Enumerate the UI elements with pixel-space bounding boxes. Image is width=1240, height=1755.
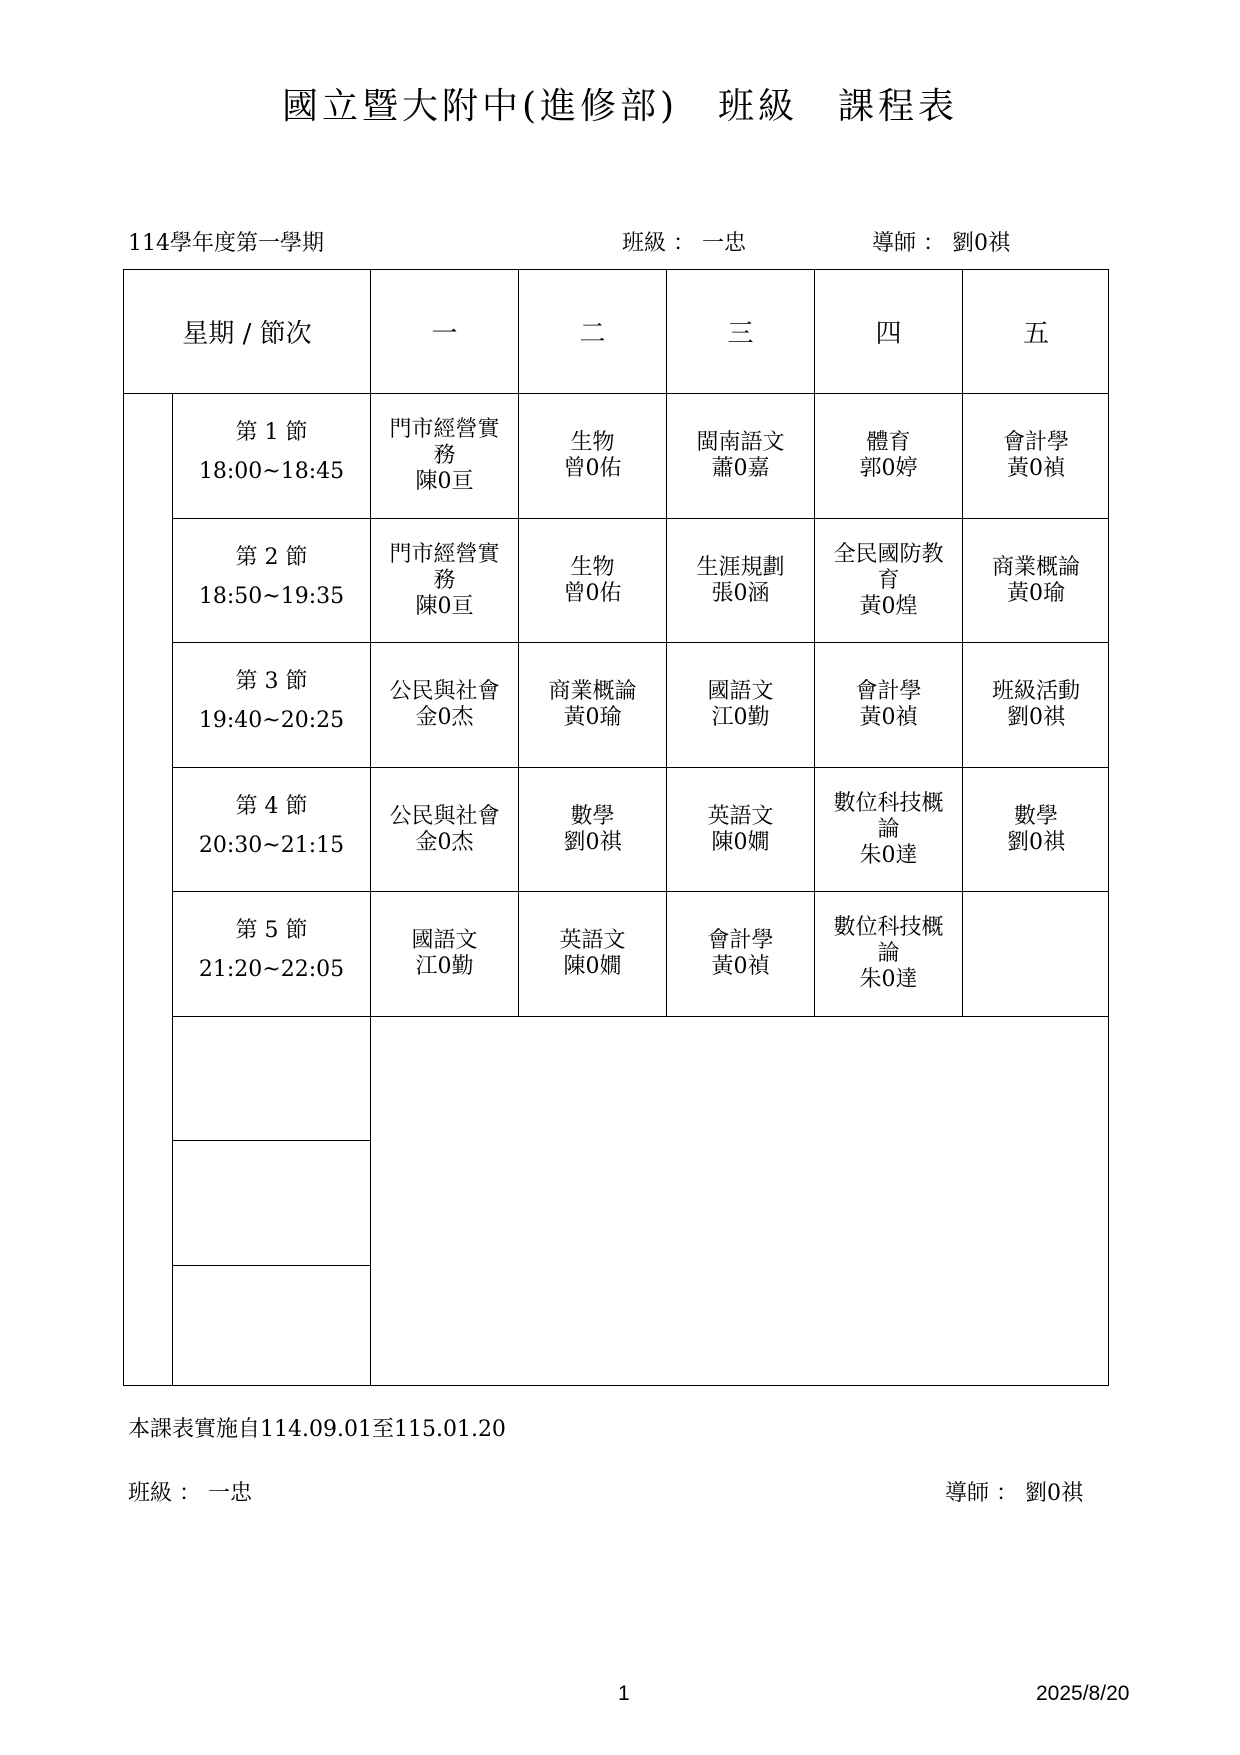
class-cell (519, 767, 666, 892)
subject-name: 英語文 (707, 803, 774, 829)
class-cell (371, 767, 518, 892)
footer-class-label: 班級 ： 一忠 (128, 1481, 252, 1506)
class-cell (371, 642, 518, 767)
class-cell (371, 518, 518, 643)
class-cell (667, 767, 814, 892)
teacher-name: 曾0佑 (563, 455, 622, 481)
subject-name: 商業概論 (991, 554, 1080, 580)
period-time: 21:20~22:05 (198, 957, 345, 982)
class-cell (815, 393, 962, 518)
teacher-name: 陳0嫺 (563, 953, 622, 979)
subject-name: 國語文 (707, 678, 774, 704)
class-cell (667, 393, 814, 518)
class-cell (519, 518, 666, 643)
teacher-name: 劉0祺 (563, 829, 622, 855)
teacher-name: 黃0瑜 (563, 704, 622, 730)
tutor-label: 導師 ： 劉0祺 (872, 231, 1010, 256)
subject-name: 商業概論 (548, 678, 637, 704)
teacher-name: 陳0亘 (415, 593, 474, 619)
subject-name: 數學 (570, 803, 615, 829)
subject-name: 數學 (1013, 803, 1058, 829)
teacher-name: 金0杰 (415, 704, 474, 730)
grid-line (172, 1140, 370, 1141)
class-cell (667, 518, 814, 643)
teacher-name: 曾0佑 (563, 580, 622, 606)
subject-name: 生物 (570, 429, 615, 455)
subject-name: 務 (433, 442, 456, 468)
class-cell (815, 767, 962, 892)
class-cell (371, 393, 518, 518)
corner-header: 星期 / 節次 (182, 319, 312, 349)
class-cell (963, 518, 1109, 643)
grid-line (172, 1016, 1109, 1017)
implementation-note: 本課表實施自114.09.01至115.01.20 (128, 1417, 506, 1442)
subject-name: 會計學 (855, 678, 922, 704)
period-cell (173, 767, 370, 891)
footer-tutor-label: 導師 ： 劉0祺 (945, 1481, 1083, 1506)
subject-name: 務 (433, 567, 456, 593)
subject-name: 數位科技概 (833, 914, 944, 940)
teacher-name: 劉0祺 (1007, 704, 1065, 730)
period-cell (173, 518, 370, 642)
teacher-name: 黃0禎 (711, 953, 770, 979)
teacher-name: 張0涵 (711, 580, 770, 606)
subject-name: 生物 (570, 554, 615, 580)
subject-name: 生涯規劃 (696, 554, 785, 580)
day-header-fri: 五 (1022, 319, 1049, 349)
class-cell (815, 891, 962, 1016)
class-cell (815, 518, 962, 643)
teacher-name: 郭0婷 (859, 455, 918, 481)
class-cell (963, 642, 1109, 767)
period-cell (173, 393, 370, 517)
teacher-name: 蕭0嘉 (711, 455, 770, 481)
subject-name: 全民國防教 (833, 541, 944, 567)
subject-name: 數位科技概 (833, 790, 944, 816)
class-cell (963, 767, 1109, 892)
teacher-name: 金0杰 (415, 829, 474, 855)
day-header-thu: 四 (875, 319, 902, 349)
period-time: 20:30~21:15 (198, 833, 345, 858)
subject-name: 公民與社會 (389, 678, 500, 704)
subject-name: 國語文 (411, 927, 478, 953)
class-cell (815, 642, 962, 767)
teacher-name: 劉0祺 (1007, 829, 1065, 855)
subject-name: 會計學 (1002, 429, 1069, 455)
class-cell (519, 642, 666, 767)
subject-name: 班級活動 (991, 678, 1080, 704)
subject-name: 論 (877, 816, 900, 842)
day-header-tue: 二 (579, 319, 606, 349)
period-time: 18:50~19:35 (198, 584, 345, 609)
period-time: 19:40~20:25 (198, 708, 345, 733)
teacher-name: 黃0禎 (1007, 455, 1065, 481)
teacher-name: 陳0嫺 (711, 829, 770, 855)
period-label: 第 1 節 (235, 420, 308, 445)
period-cell (173, 891, 370, 1015)
teacher-name: 黃0瑜 (1007, 580, 1065, 606)
teacher-name: 江0勤 (711, 704, 770, 730)
subject-name: 會計學 (707, 927, 774, 953)
subject-name: 閩南語文 (696, 429, 785, 455)
class-cell (519, 891, 666, 1016)
teacher-name: 朱0達 (859, 842, 918, 868)
page-number: 1 (618, 1682, 630, 1705)
print-date: 2025/8/20 (1036, 1682, 1130, 1705)
page-title: 國立暨大附中(進修部) 班級 課程表 (281, 86, 959, 127)
teacher-name: 黃0煌 (859, 593, 918, 619)
class-cell (519, 393, 666, 518)
class-cell (667, 642, 814, 767)
subject-name: 育 (877, 567, 900, 593)
subject-name: 體育 (866, 429, 911, 455)
class-cell (371, 891, 518, 1016)
subject-name: 英語文 (559, 927, 626, 953)
class-cell (963, 891, 1109, 1016)
period-label: 第 5 節 (235, 918, 308, 943)
class-label: 班級 ： 一忠 (622, 231, 746, 256)
day-header-wed: 三 (727, 319, 754, 349)
teacher-name: 黃0禎 (859, 704, 918, 730)
day-header-mon: 一 (431, 319, 458, 349)
subject-name: 門市經營實 (389, 541, 500, 567)
subject-name: 門市經營實 (389, 416, 500, 442)
class-cell (667, 891, 814, 1016)
class-cell (963, 393, 1109, 518)
period-label: 第 3 節 (235, 669, 308, 694)
period-label: 第 4 節 (235, 794, 308, 819)
grid-line (172, 1265, 370, 1266)
period-cell (173, 642, 370, 766)
subject-name: 論 (877, 940, 900, 966)
subject-name: 公民與社會 (389, 803, 500, 829)
teacher-name: 江0勤 (415, 953, 474, 979)
term-label: 114學年度第一學期 (128, 231, 324, 256)
period-time: 18:00~18:45 (198, 459, 345, 484)
period-label: 第 2 節 (235, 545, 308, 570)
teacher-name: 陳0亘 (415, 468, 474, 494)
teacher-name: 朱0達 (859, 966, 918, 992)
